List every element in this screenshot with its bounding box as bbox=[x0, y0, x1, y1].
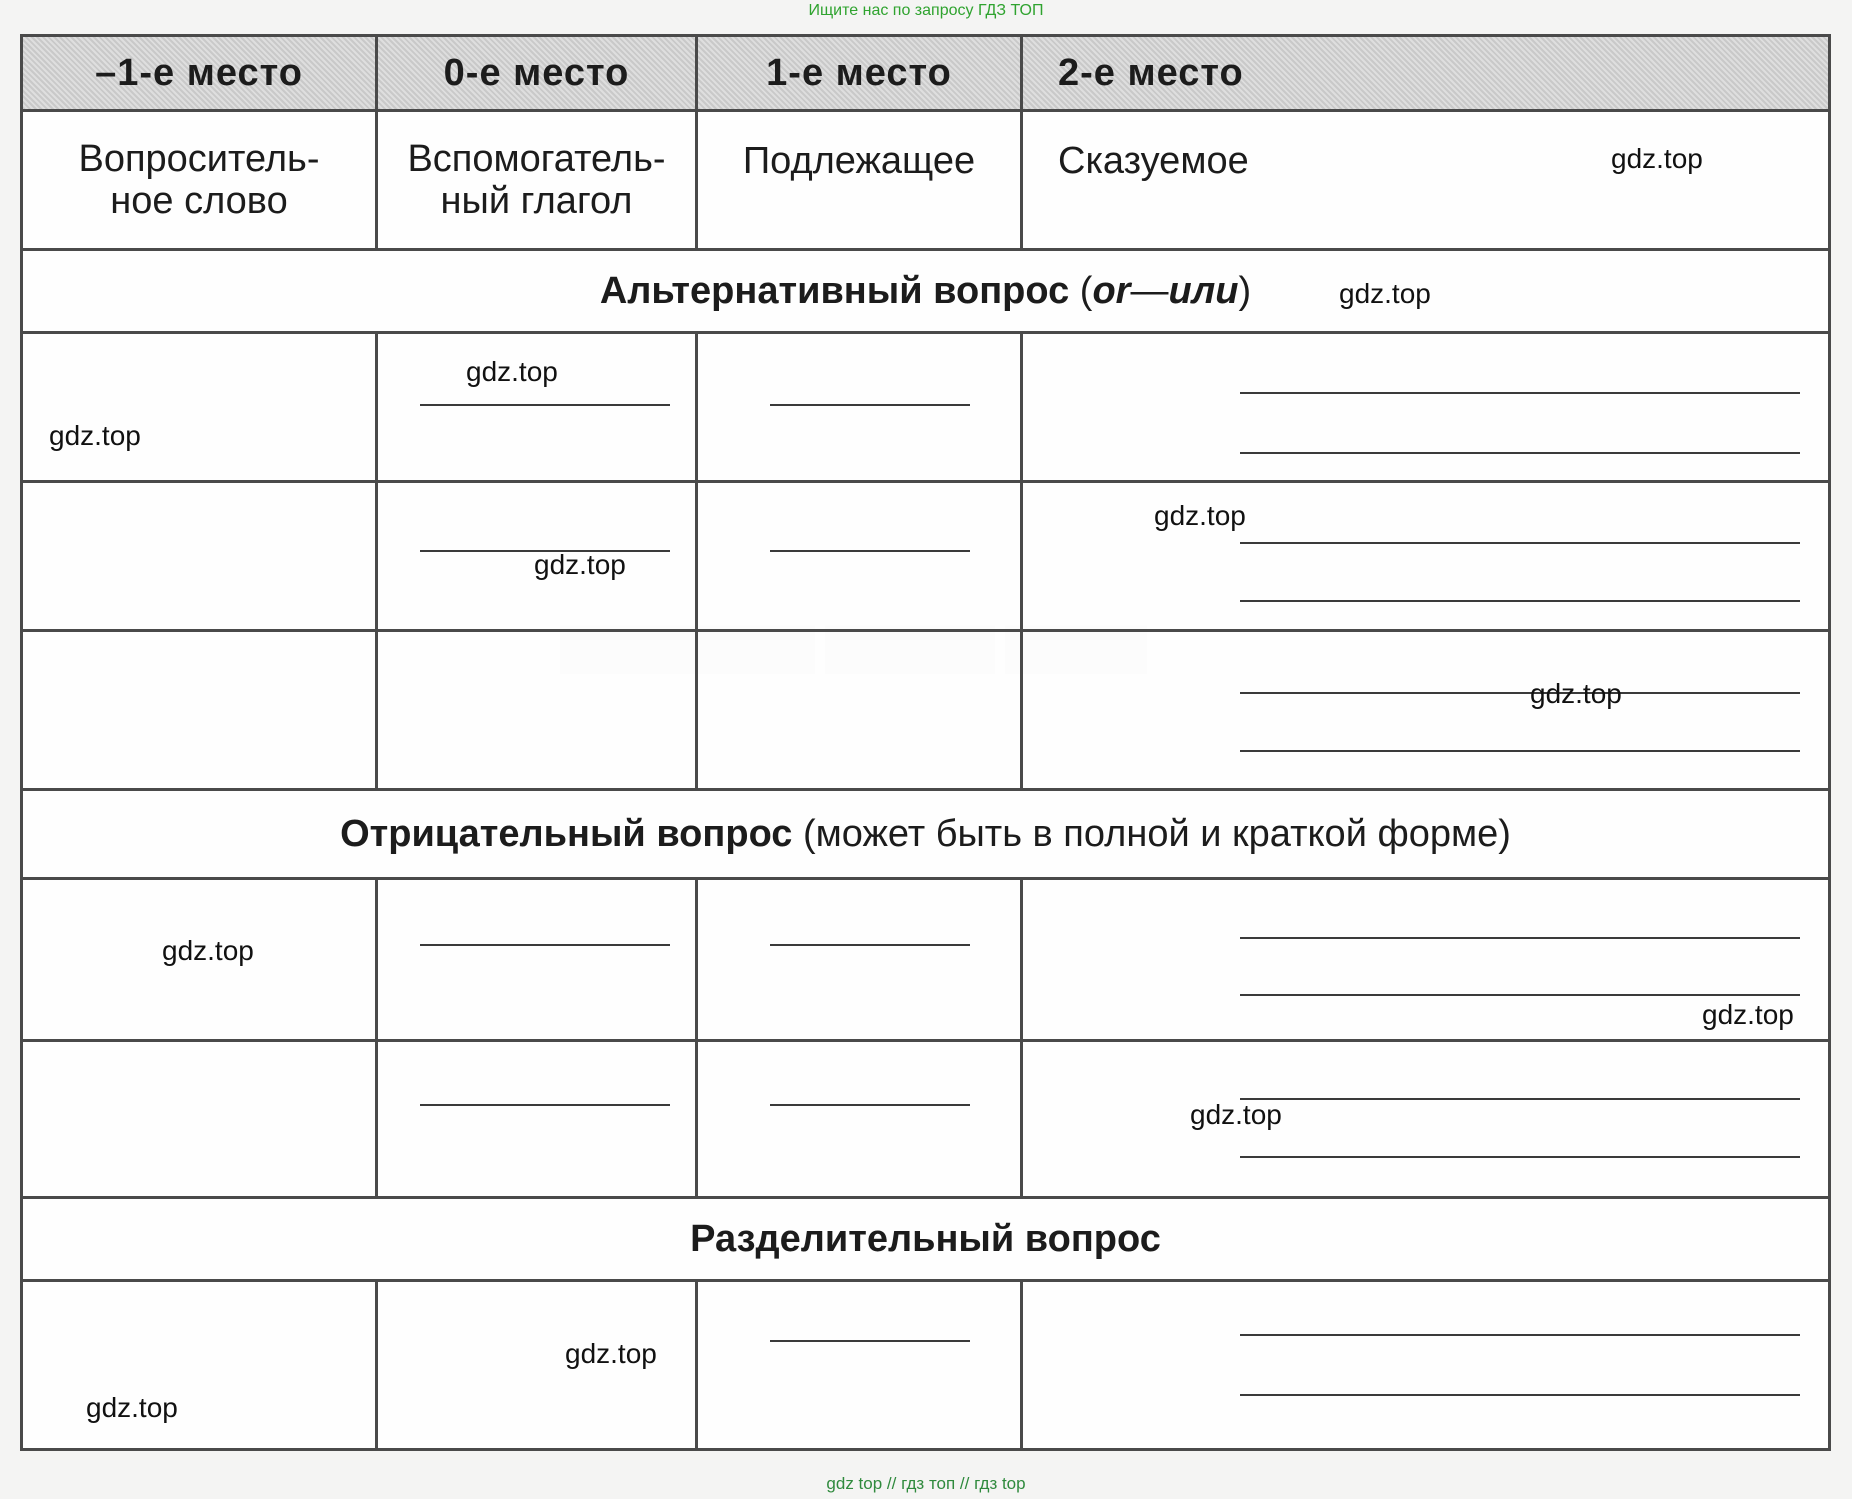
answer-line bbox=[1240, 1394, 1800, 1396]
subject-label: Подлежащее bbox=[742, 140, 976, 182]
answer-line bbox=[1240, 542, 1800, 544]
alternative-close-paren: ) bbox=[1238, 269, 1252, 312]
question-word-line1: Вопроситель- bbox=[78, 138, 320, 180]
auxiliary-verb-line2: ный глагол bbox=[440, 180, 633, 222]
top-banner: Ищите нас по запросу ГДЗ ТОП bbox=[808, 2, 1044, 19]
col-header-1: 1-е место bbox=[695, 34, 1023, 112]
grammar-table bbox=[20, 34, 1831, 1451]
question-word-line2: ное слово bbox=[110, 180, 288, 222]
answer-line bbox=[1240, 1334, 1800, 1336]
col-header-0: 0-е место bbox=[375, 34, 698, 112]
alt-row1-col2 bbox=[375, 331, 698, 483]
neg-row2-col2 bbox=[375, 1039, 698, 1199]
section-tag-question bbox=[20, 1196, 1831, 1282]
negative-title: Отрицательный вопрос bbox=[340, 812, 793, 855]
watermark: gdz.top bbox=[1530, 678, 1622, 709]
answer-line bbox=[770, 550, 970, 552]
section-negative-question bbox=[20, 788, 1831, 880]
alt-row3-col1 bbox=[20, 629, 378, 791]
cell-subject bbox=[695, 109, 1023, 251]
tag-row1-col3 bbox=[695, 1279, 1023, 1451]
answer-line bbox=[1240, 392, 1800, 394]
bottom-banner: gdz top // гдз топ // гдз top bbox=[826, 1474, 1026, 1493]
answer-line bbox=[1240, 750, 1800, 752]
cell-auxiliary-verb bbox=[375, 109, 698, 251]
col-header-minus1: –1-е место bbox=[20, 34, 378, 112]
tag-title: Разделительный вопрос bbox=[690, 1217, 1161, 1260]
neg-row2-col4 bbox=[1020, 1039, 1831, 1199]
watermark: gdz.top bbox=[1611, 143, 1703, 174]
auxiliary-verb-line1: Вспомогатель- bbox=[407, 138, 666, 180]
neg-row2-col1 bbox=[20, 1039, 378, 1199]
watermark: gdz.top bbox=[1154, 500, 1246, 531]
answer-line bbox=[1240, 452, 1800, 454]
alternative-title: Альтернативный вопрос bbox=[599, 269, 1070, 312]
watermark: gdz.top bbox=[86, 1392, 178, 1423]
neg-row1-col2 bbox=[375, 877, 698, 1042]
watermark: gdz.top bbox=[49, 420, 141, 451]
alternative-ili: или bbox=[1168, 269, 1239, 312]
alt-row1-col4 bbox=[1020, 331, 1831, 483]
neg-row2-col3 bbox=[695, 1039, 1023, 1199]
tag-row1-col1 bbox=[20, 1279, 378, 1451]
tag-row1-col4 bbox=[1020, 1279, 1831, 1451]
negative-note: (может быть в полной и краткой форме) bbox=[802, 812, 1511, 855]
predicate-label: Сказуемое bbox=[1058, 140, 1249, 182]
watermark: gdz.top bbox=[534, 549, 626, 580]
alt-row1-col3 bbox=[695, 331, 1023, 483]
section-alternative-question bbox=[20, 248, 1831, 334]
alt-row3-col2 bbox=[375, 629, 698, 791]
answer-line bbox=[1240, 692, 1800, 694]
col-header-2: 2-е место bbox=[1020, 34, 1831, 112]
answer-line bbox=[1240, 1156, 1800, 1158]
cell-question-word bbox=[20, 109, 378, 251]
watermark: gdz.top bbox=[1702, 999, 1794, 1030]
answer-line bbox=[420, 944, 670, 946]
watermark: gdz.top bbox=[1190, 1099, 1282, 1130]
answer-line bbox=[420, 404, 670, 406]
answer-line bbox=[770, 1340, 970, 1342]
alternative-open-paren: ( bbox=[1079, 269, 1093, 312]
watermark: gdz.top bbox=[1339, 278, 1431, 309]
alternative-dash: — bbox=[1130, 269, 1169, 312]
watermark: gdz.top bbox=[162, 935, 254, 966]
watermark: gdz.top bbox=[565, 1338, 657, 1369]
alt-row2-col4 bbox=[1020, 480, 1831, 632]
alt-row2-col1 bbox=[20, 480, 378, 632]
alt-row3-col4 bbox=[1020, 629, 1831, 791]
answer-line bbox=[1240, 937, 1800, 939]
answer-line bbox=[420, 1104, 670, 1106]
alt-row2-col3 bbox=[695, 480, 1023, 632]
watermark: gdz.top bbox=[466, 356, 558, 387]
answer-line bbox=[770, 404, 970, 406]
alternative-or: or bbox=[1092, 269, 1131, 312]
answer-line bbox=[770, 1104, 970, 1106]
answer-line bbox=[1240, 1098, 1800, 1100]
cell-predicate bbox=[1020, 109, 1831, 251]
answer-line bbox=[770, 944, 970, 946]
alt-row3-col3 bbox=[695, 629, 1023, 791]
alt-row1-col1 bbox=[20, 331, 378, 483]
neg-row1-col3 bbox=[695, 877, 1023, 1042]
answer-line bbox=[1240, 600, 1800, 602]
answer-line bbox=[1240, 994, 1800, 996]
